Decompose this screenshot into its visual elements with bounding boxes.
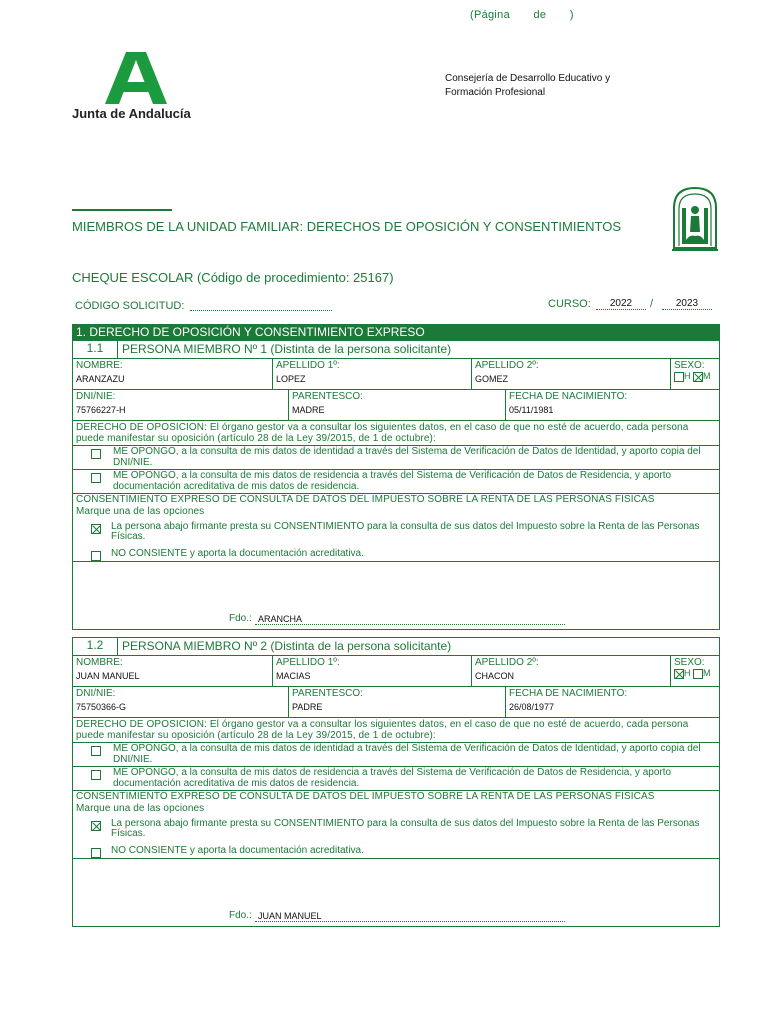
member-2-apellido2-cell[interactable] [471,656,670,686]
member-1-parentesco-cell[interactable] [288,390,505,420]
member-2-opone-identidad-option [73,742,719,766]
curso-label: CURSO: [548,298,591,310]
member-1-sexo-h-checkbox[interactable] [674,372,684,382]
fecha-label: FECHA DE NACIMIENTO: [509,391,628,402]
member-1-opone-identidad-checkbox[interactable] [91,449,101,459]
opone-residencia-label: ME OPONGO, a la consulta de mis datos de residencia a través del Sistema de Verificación de Datos de Residencia, y aporto documentación acreditativa de mis datos de residencia. [113,767,672,789]
member-2-sexo-h-checkbox[interactable] [674,669,684,679]
apellido2-label: APELLIDO 2º: [475,657,539,668]
member-2-dni-value: 75750366-G [76,702,127,712]
member-2-dni-cell[interactable] [73,687,288,717]
fdo-label: Fdo.: [229,613,252,624]
fecha-label: FECHA DE NACIMIENTO: [509,688,628,699]
member-1-no-consiente-option [73,548,719,561]
title-rule [72,209,172,211]
member-1-header [73,341,719,359]
member-1-fecha-value: 05/11/1981 [509,405,554,415]
member-2-sexo-m-checkbox[interactable] [693,669,703,679]
sexo-m-label: M [703,371,711,381]
member-2-consiente-option [73,818,719,839]
member-1-consiente-checkbox[interactable] [91,524,101,534]
member-2-firma-field[interactable]: JUAN MANUEL [255,911,565,922]
apellido1-label: APELLIDO 1º: [276,360,340,371]
nombre-label: NOMBRE: [76,657,123,668]
member-2-sexo-options [674,668,719,679]
coat-of-arms-icon [670,186,720,252]
nombre-label: NOMBRE: [76,360,123,371]
member-2-nombre-value: JUAN MANUEL [76,671,140,681]
member-2-signature-area [73,859,719,926]
member-1-apellido1-value: LOPEZ [276,374,306,384]
member-2-id-row [73,687,719,718]
member-1-nombre-cell[interactable] [73,359,272,389]
member-2-apellido1-value: MACIAS [276,671,311,681]
member-1-sexo-options [674,371,719,382]
member-2-parentesco-cell[interactable] [288,687,505,717]
opone-identidad-label: ME OPONGO, a la consulta de mis datos de identidad a través del Sistema de Verificación de Datos de Identidad, y aporto copia del DNI/NIE. [113,743,701,765]
member-2-fecha-cell[interactable] [505,687,719,717]
sexo-h-label: H [684,371,691,381]
parentesco-label: PARENTESCO: [292,391,363,402]
curso-year-start-field[interactable]: 2022 [596,298,646,310]
member-2-name-row [73,656,719,687]
member-1-nombre-value: ARANZAZU [76,374,125,384]
parentesco-label: PARENTESCO: [292,688,363,699]
derecho-oposicion-text: DERECHO DE OPOSICION: El órgano gestor va a consultar los siguientes datos, en el caso de que no esté de acuerdo, cada persona puede manifestar su oposición (artículo 28 de la Ley 39/2015, de 1 de octubre): [76,719,689,741]
member-2-number: 1.2 [86,638,104,652]
member-1-apellido2-cell[interactable] [471,359,670,389]
no-consiente-label: NO CONSIENTE y aporta la documentación acreditativa. [111,845,364,856]
opone-identidad-label: ME OPONGO, a la consulta de mis datos de identidad a través del Sistema de Verificación de Datos de Identidad, y aporto copia del DNI/NIE. [113,446,701,468]
member-2-block [72,637,720,927]
member-2-fecha-value: 26/08/1977 [509,702,555,712]
dni-label: DNI/NIE: [76,391,116,402]
consiente-label: La persona abajo firmante presta su CONSENTIMIENTO para la consulta de sus datos del Impuesto sobre la Renta de las Personas Físicas. [111,818,700,839]
logo-text: Junta de Andalucía [72,106,191,121]
member-2-opone-identidad-checkbox[interactable] [91,746,101,756]
member-2-opone-residencia-option [73,766,719,790]
member-2-consent-section [73,791,719,859]
page-title: MIEMBROS DE LA UNIDAD FAMILIAR: DERECHOS DE OPOSICIÓN Y CONSENTIMIENTOS [72,219,621,234]
member-2-apellido1-cell[interactable] [272,656,471,686]
curso-year-end-field[interactable]: 2023 [662,298,712,310]
member-1-apellido2-value: GOMEZ [475,374,508,384]
no-consiente-label: NO CONSIENTE y aporta la documentación acreditativa. [111,548,364,559]
marque-text: Marque una de las opciones [76,506,205,517]
member-2-apellido2-value: CHACON [475,671,515,681]
member-1-signature-area [73,562,719,629]
member-2-header [73,638,719,656]
dni-label: DNI/NIE: [76,688,116,699]
opone-residencia-label: ME OPONGO, a la consulta de mis datos de residencia a través del Sistema de Verificación de Datos de Residencia, y aporto documentación acreditativa de mis datos de residencia. [113,470,672,492]
apellido2-label: APELLIDO 2º: [475,360,539,371]
derecho-oposicion-text: DERECHO DE OPOSICION: El órgano gestor va a consultar los siguientes datos, en el caso de que no esté de acuerdo, cada persona puede manifestar su oposición (artículo 28 de la Ley 39/2015, de 1 de octubre): [76,422,689,444]
member-1-opone-residencia-checkbox[interactable] [91,473,101,483]
curso-separator: / [650,298,654,310]
member-2-parentesco-value: PADRE [292,702,323,712]
member-1-no-consiente-checkbox[interactable] [91,551,101,561]
consiente-label: La persona abajo firmante presta su CONSENTIMIENTO para la consulta de sus datos del Impuesto sobre la Renta de las Personas Físicas. [111,521,700,542]
member-2-title: PERSONA MIEMBRO Nº 2 (Distinta de la persona solicitante) [117,638,719,655]
member-1-consiente-option [73,521,719,542]
member-1-parentesco-value: MADRE [292,405,325,415]
consent-title: CONSENTIMIENTO EXPRESO DE CONSULTA DE DATOS DEL IMPUESTO SOBRE LA RENTA DE LAS PERSONAS FÍSICAS [76,791,655,802]
codigo-solicitud-field[interactable] [190,310,332,311]
marque-text: Marque una de las opciones [76,803,205,814]
member-1-fecha-cell[interactable] [505,390,719,420]
member-1-sexo-m-checkbox[interactable] [693,372,703,382]
member-1-apellido1-cell[interactable] [272,359,471,389]
member-1-sexo-cell [670,359,719,389]
member-1-opone-identidad-option [73,445,719,469]
fdo-label: Fdo.: [229,910,252,921]
section-header: 1. DERECHO DE OPOSICIÓN Y CONSENTIMIENTO EXPRESO [72,324,720,341]
junta-logo [72,52,202,124]
sexo-h-label: H [684,668,691,678]
member-2-oposicion-section [73,718,719,791]
member-2-no-consiente-option [73,845,719,858]
sexo-label: SEXO: [674,657,705,668]
member-1-opone-residencia-option [73,469,719,493]
member-2-sexo-cell [670,656,719,686]
member-2-opone-residencia-checkbox[interactable] [91,770,101,780]
member-1-consent-section [73,494,719,562]
member-1-firma-field[interactable]: ARANCHA [255,614,565,625]
consejeria-line-1: Consejería de Desarrollo Educativo y [445,73,611,84]
page-number: (Página de ) [470,9,574,21]
member-1-block [72,341,720,630]
consejeria-name [445,72,645,99]
consejeria-line-2: Formación Profesional [445,86,546,98]
member-2-no-consiente-checkbox[interactable] [91,848,101,858]
procedure-title: CHEQUE ESCOLAR (Código de procedimiento: 25167) [72,270,394,285]
consent-title: CONSENTIMIENTO EXPRESO DE CONSULTA DE DATOS DEL IMPUESTO SOBRE LA RENTA DE LAS PERSONAS FÍSICAS [76,494,655,505]
member-2-nombre-cell[interactable] [73,656,272,686]
member-1-number: 1.1 [86,341,104,355]
member-1-dni-cell[interactable] [73,390,288,420]
member-1-dni-value: 75766227-H [76,405,126,415]
sexo-m-label: M [703,668,711,678]
sexo-label: SEXO: [674,360,705,371]
junta-a-logo-icon [105,52,167,104]
member-1-name-row [73,359,719,390]
codigo-solicitud-label: CÓDIGO SOLICITUD: [75,300,185,312]
member-2-consiente-checkbox[interactable] [91,821,101,831]
apellido1-label: APELLIDO 1º: [276,657,340,668]
member-1-title: PERSONA MIEMBRO Nº 1 (Distinta de la persona solicitante) [117,341,719,358]
member-1-oposicion-section [73,421,719,494]
member-1-id-row [73,390,719,421]
